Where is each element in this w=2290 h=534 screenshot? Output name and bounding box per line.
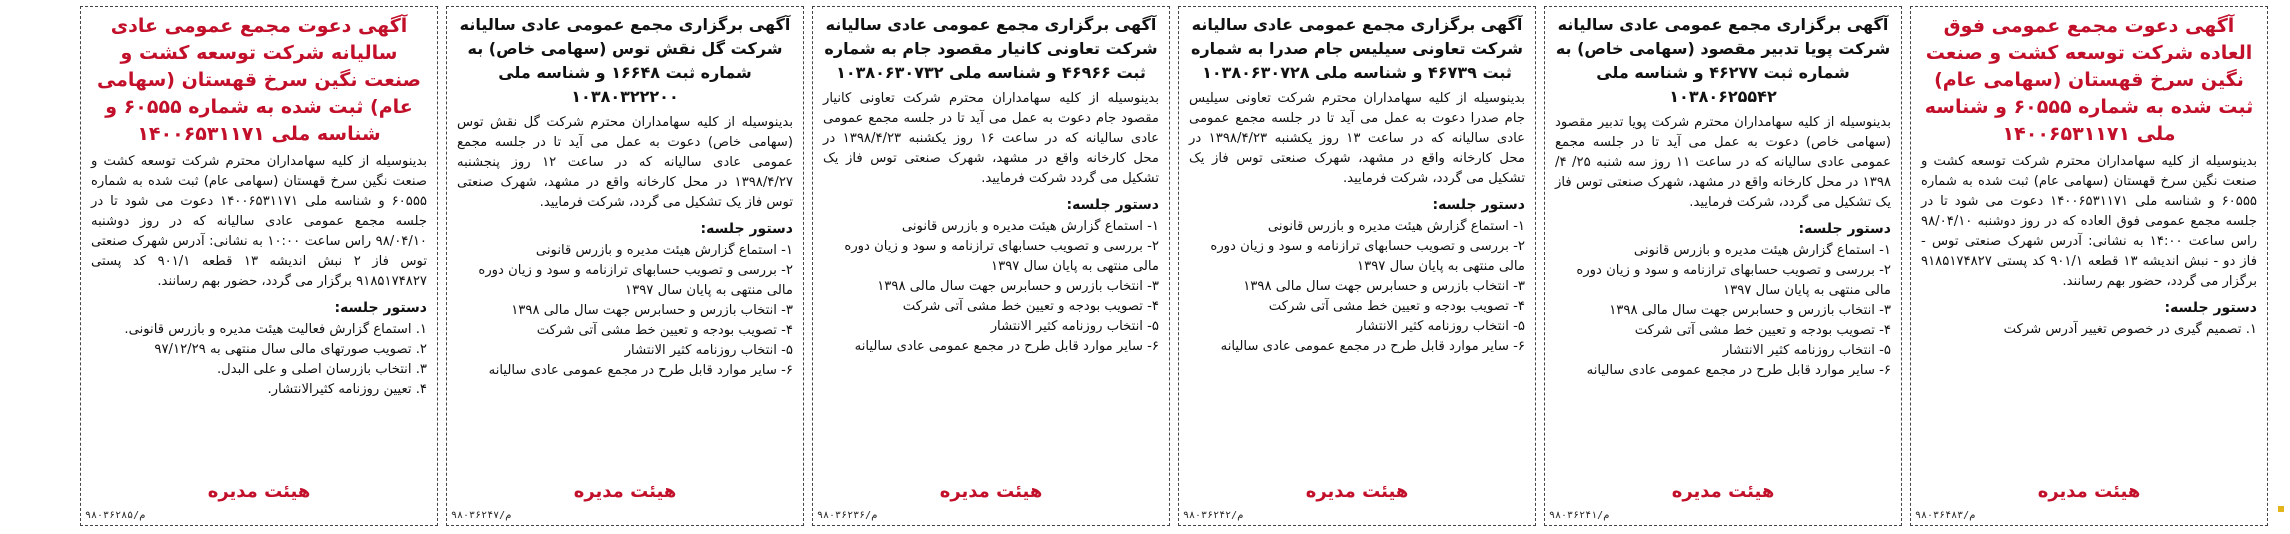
notice-body: بدینوسیله از کلیه سهامداران محترم شرکت گل نقش توس (سهامی خاص) دعوت به عمل می آید تا در جلسه مجمع عمومی عادی سالیانه که در ساعت ۱۲ روز پنجشنبه ۱۳۹۸/۴/۲۷ در محل کارخانه واقع در مشهد، شهرک صنعتی توس فاز یک تشکیل می گردد، شرکت فرمایید. (457, 115, 793, 210)
corner-marker (2278, 506, 2284, 512)
signature: هیئت مدیره (207, 481, 311, 502)
agenda-item: ۴- تصویب بودجه و تعیین خط مشی آتی شرکت (536, 323, 793, 338)
notice-extraordinary-meeting (1910, 6, 2268, 526)
agenda-item: ۳. انتخاب بازرسان اصلی و علی البدل. (216, 362, 427, 377)
signature: هیئت مدیره (1305, 481, 1409, 502)
agenda-item: ۲- بررسی و تصویب حسابهای ترازنامه و سود و زیان دوره مالی منتهی به پایان سال ۱۳۹۷ (844, 239, 1159, 274)
agenda-item: ۱. تصمیم گیری در خصوص تغییر آدرس شرکت (2003, 322, 2257, 337)
notice-title: آگهی برگزاری مجمع عمومی عادی سالیانه شرکت پویا تدبیر مقصود (سهامی خاص) به شماره ثبت ۴۶۲۷۷ و شناسه ملی ۱۰۳۸۰۶۲۵۵۴۲ (1555, 15, 1891, 106)
agenda-item: ۶- سایر موارد قابل طرح در مجمع عمومی عادی سالیانه (1220, 339, 1525, 354)
agenda-item: ۴- تصویب بودجه و تعیین خط مشی آتی شرکت (1634, 323, 1891, 338)
notice-title: آگهی برگزاری مجمع عمومی عادی سالیانه شرکت گل نقش توس (سهامی خاص) به شماره ثبت ۱۶۶۴۸ و شناسه ملی ۱۰۳۸۰۳۲۲۲۰۰ (459, 15, 791, 106)
ad-code: ۹۸۰۳۶۲۳۶/م (817, 510, 878, 521)
ad-code: ۹۸۰۳۶۲۴۱/م (1549, 510, 1610, 521)
signature: هیئت مدیره (2037, 481, 2141, 502)
ad-code: ۹۸۰۳۶۴۸۳/م (1915, 510, 1976, 521)
notice-body: بدینوسیله از کلیه سهامداران محترم شرکت تعاونی کانیار مقصود جام دعوت به عمل می آید تا در جلسه مجمع عمومی عادی سالیانه که در ساعت ۱۶ روز یکشنبه ۱۳۹۸/۴/۲۳ در محل کارخانه واقع در مشهد، شهرک صنعتی توس فاز یک تشکیل می گردد شرکت فرمایید. (823, 91, 1159, 186)
notices-strip (6, 6, 2268, 526)
signature: هیئت مدیره (939, 481, 1043, 502)
agenda-item: ۲- بررسی و تصویب حسابهای ترازنامه و سود و زیان دوره مالی منتهی به پایان سال ۱۳۹۷ (1576, 263, 1891, 298)
notice-gol-naghsh-toos (446, 6, 804, 526)
signature: هیئت مدیره (1671, 481, 1775, 502)
notice-title: آگهی برگزاری مجمع عمومی عادی سالیانه شرکت تعاونی سیلیس جام صدرا به شماره ثبت ۴۶۷۳۹ و شناسه ملی ۱۰۳۸۰۶۳۰۷۲۸ (1191, 15, 1523, 82)
agenda-item: ۴- تصویب بودجه و تعیین خط مشی آتی شرکت (902, 299, 1159, 314)
agenda-item: ۶- سایر موارد قابل طرح در مجمع عمومی عادی سالیانه (854, 339, 1159, 354)
agenda-item: ۲. تصویب صورتهای مالی سال منتهی به ۹۷/۱۲/۲۹ (154, 342, 427, 357)
agenda-list (91, 320, 427, 400)
ad-code: ۹۸۰۳۶۲۸۵/م (85, 510, 146, 521)
notice-ordinary-meeting-negin (80, 6, 438, 526)
agenda-title: دستور جلسه: (334, 300, 427, 316)
agenda-item: ۳- انتخاب بازرس و حسابرس جهت سال مالی ۱۳۹۸ (877, 279, 1159, 294)
agenda-item: ۳- انتخاب بازرس و حسابرس جهت سال مالی ۱۳۹۸ (511, 303, 793, 318)
notice-title: آگهی دعوت مجمع عمومی عادی سالیانه شرکت توسعه کشت و صنعت نگین سرخ قهستان (سهامی عام) ثبت شده به شماره ۶۰۵۵۵ و شناسه ملی ۱۴۰۰۶۵۳۱۱۷۱ (96, 15, 422, 145)
agenda-title: دستور جلسه: (1066, 197, 1159, 213)
agenda-item: ۵- انتخاب روزنامه کثیر الانتشار (1722, 343, 1891, 358)
agenda-item: ۴. تعیین روزنامه کثیرالانتشار. (267, 382, 427, 397)
signature: هیئت مدیره (573, 481, 677, 502)
notice-title: آگهی دعوت مجمع عمومی فوق العاده شرکت توسعه کشت و صنعت نگین سرخ قهستان (سهامی عام) ثبت شده به شماره ۶۰۵۵۵ و شناسه ملی ۱۴۰۰۶۵۳۱۱۷۱ (1924, 15, 2254, 145)
agenda-item: ۵- انتخاب روزنامه کثیر الانتشار (990, 319, 1159, 334)
agenda-list (1189, 217, 1525, 357)
agenda-title: دستور جلسه: (2164, 300, 2257, 316)
agenda-item: ۱. استماع گزارش فعالیت هیئت مدیره و بازرس قانونی. (124, 322, 427, 337)
agenda-item: ۲- بررسی و تصویب حسابهای ترازنامه و سود و زیان دوره مالی منتهی به پایان سال ۱۳۹۷ (1210, 239, 1525, 274)
agenda-item: ۴- تصویب بودجه و تعیین خط مشی آتی شرکت (1268, 299, 1525, 314)
notice-title: آگهی برگزاری مجمع عمومی عادی سالیانه شرکت تعاونی کانیار مقصود جام به شماره ثبت ۴۶۹۶۶ و شناسه ملی ۱۰۳۸۰۶۳۰۷۳۲ (824, 15, 1158, 82)
agenda-item: ۲- بررسی و تصویب حسابهای ترازنامه و سود و زیان دوره مالی منتهی به پایان سال ۱۳۹۷ (478, 263, 793, 298)
notice-silis-jam-sadra (1178, 6, 1536, 526)
notice-body: بدینوسیله از کلیه سهامداران محترم شرکت توسعه کشت و صنعت نگین سرخ قهستان (سهامی عام) ثبت شده به شماره ۶۰۵۵۵ و شناسه ملی ۱۴۰۰۶۵۳۱۱۷۱ دعوت می شود تا در جلسه مجمع عمومی فوق العاده که در روز دوشنبه ۹۸/۰۴/۱۰ راس ساعت ۱۴:۰۰ به نشانی: آدرس شهرک صنعتی توس - فاز دو - نبش اندیشه ۱۳ قطعه ۹۰۱/۱ کد پستی ۹۱۸۵۱۷۴۸۲۷ برگزار می گردد، حضور بهم رسانند. (1921, 154, 2258, 289)
agenda-title: دستور جلسه: (700, 221, 793, 237)
agenda-item: ۳- انتخاب بازرس و حسابرس جهت سال مالی ۱۳۹۸ (1243, 279, 1525, 294)
agenda-item: ۵- انتخاب روزنامه کثیر الانتشار (624, 343, 793, 358)
notice-body: بدینوسیله از کلیه سهامداران محترم شرکت تعاونی سیلیس جام صدرا دعوت به عمل می آید تا در جلسه مجمع عمومی عادی سالیانه که در ساعت ۱۳ روز یکشنبه ۱۳۹۸/۴/۲۳ در محل کارخانه واقع در مشهد، شهرک صنعتی توس فاز یک تشکیل می گردد، شرکت فرمایید. (1189, 91, 1525, 186)
agenda-title: دستور جلسه: (1432, 197, 1525, 213)
agenda-list (1921, 320, 2257, 340)
agenda-item: ۱- استماع گزارش هیئت مدیره و بازرس قانونی (901, 219, 1159, 234)
notice-body: بدینوسیله از کلیه سهامداران محترم شرکت پویا تدبیر مقصود (سهامی خاص) دعوت به عمل می آید تا در جلسه مجمع عمومی عادی سالیانه که در ساعت ۱۱ روز سه شنبه ۲۵/ ۴/ ۱۳۹۸ در محل کارخانه واقع در مشهد، شهرک صنعتی توس فاز یک تشکیل می گردد، شرکت فرمایید. (1555, 115, 1891, 210)
agenda-list (823, 217, 1159, 357)
agenda-item: ۶- سایر موارد قابل طرح در مجمع عمومی عادی سالیانه (488, 363, 793, 378)
agenda-item: ۵- انتخاب روزنامه کثیر الانتشار (1356, 319, 1525, 334)
ad-code: ۹۸۰۳۶۲۴۷/م (451, 510, 512, 521)
notice-kaniyar-maghsoud-jam (812, 6, 1170, 526)
agenda-item: ۱- استماع گزارش هیئت مدیره و بازرس قانونی (1633, 243, 1891, 258)
ad-code: ۹۸۰۳۶۲۴۲/م (1183, 510, 1244, 521)
agenda-item: ۱- استماع گزارش هیئت مدیره و بازرس قانونی (535, 243, 793, 258)
notice-pouya-tadbir (1544, 6, 1902, 526)
notice-body: بدینوسیله از کلیه سهامداران محترم شرکت توسعه کشت و صنعت نگین سرخ قهستان (سهامی عام) ثبت شده به شماره ۶۰۵۵۵ و شناسه ملی ۱۴۰۰۶۵۳۱۱۷۱ دعوت می شود تا در جلسه مجمع عمومی عادی سالیانه که در روز دوشنبه ۹۸/۰۴/۱۰ راس ساعت ۱۰:۰۰ به نشانی: آدرس شهرک صنعتی توس فاز ۲ نبش اندیشه ۱۳ قطعه ۹۰۱/۱ کد پستی ۹۱۸۵۱۷۴۸۲۷ برگزار می گردد، حضور بهم رسانند. (91, 154, 427, 289)
agenda-item: ۶- سایر موارد قابل طرح در مجمع عمومی عادی سالیانه (1586, 363, 1891, 378)
agenda-title: دستور جلسه: (1798, 221, 1891, 237)
agenda-item: ۱- استماع گزارش هیئت مدیره و بازرس قانونی (1267, 219, 1525, 234)
agenda-list (457, 241, 793, 381)
agenda-list (1555, 241, 1891, 381)
agenda-item: ۳- انتخاب بازرس و حسابرس جهت سال مالی ۱۳۹۸ (1609, 303, 1891, 318)
